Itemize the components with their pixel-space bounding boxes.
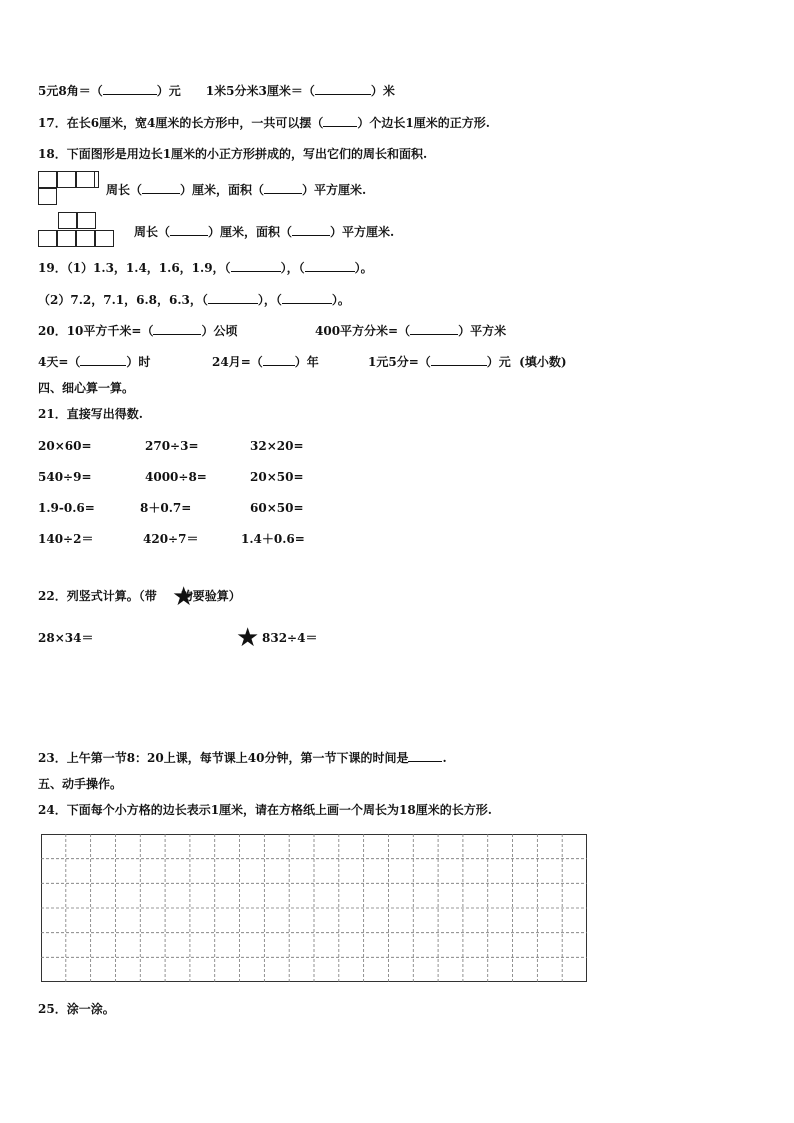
mental-math-item: 60×50= xyxy=(250,501,304,515)
square-shape-1 xyxy=(38,171,98,209)
mental-math-item: 20×60= xyxy=(38,439,92,453)
question-25: 25．涂一涂。 xyxy=(38,1002,115,1016)
answer-blank[interactable] xyxy=(292,224,330,236)
question-24: 24．下面每个小方格的边长表示1厘米，请在方格纸上画一个周长为18厘米的长方形. xyxy=(38,803,492,817)
answer-blank[interactable] xyxy=(103,83,157,95)
answer-blank[interactable] xyxy=(80,354,126,366)
answer-blank[interactable] xyxy=(231,260,281,272)
mental-math-item: 4000÷8= xyxy=(145,470,207,484)
answer-blank[interactable] xyxy=(323,115,357,127)
answer-blank[interactable] xyxy=(142,182,180,194)
grid-paper[interactable] xyxy=(41,834,587,982)
answer-blank[interactable] xyxy=(408,750,442,762)
question-20a-left: 20．10平方千米=（ ）公顷 xyxy=(38,324,238,338)
answer-blank[interactable] xyxy=(208,292,258,304)
mental-math-item: 1.9-0.6= xyxy=(38,501,95,515)
answer-blank[interactable] xyxy=(170,224,208,236)
section-4-heading: 四、细心算一算。 xyxy=(38,381,135,395)
question-23: 23．上午第一节8：20上课，每节课上40分钟，第一节下课的时间是 . xyxy=(38,751,447,765)
answer-blank[interactable] xyxy=(315,83,371,95)
question-20b-yuan: 1元5分=（ ）元 (填小数) xyxy=(368,355,567,369)
mental-math-item: 270÷3= xyxy=(145,439,199,453)
answer-blank[interactable] xyxy=(305,260,355,272)
mental-math-item: 140÷2＝ xyxy=(38,532,94,546)
question-19-part1: 19．（1）1.3，1.4，1.6，1.9，（ ），（ ）。 xyxy=(38,261,373,275)
answer-blank[interactable] xyxy=(263,354,295,366)
mental-math-item: 1.4＋0.6= xyxy=(241,532,305,546)
square-shape-2 xyxy=(38,212,118,250)
answer-blank[interactable] xyxy=(282,292,332,304)
question-19-part2: （2）7.2，7.1，6.8，6.3，（ ），（ ）。 xyxy=(38,293,350,307)
question-20b-days: 4天=（ ）时 xyxy=(38,355,151,369)
answer-blank[interactable] xyxy=(264,182,302,194)
answer-blank[interactable] xyxy=(410,323,458,335)
question-18-row2: 周长（ ）厘米，面积（ ）平方厘米. xyxy=(134,225,395,239)
mental-math-item: 32×20= xyxy=(250,439,304,453)
answer-blank[interactable] xyxy=(431,354,487,366)
question-18: 18．下面图形是用边长1厘米的小正方形拼成的，写出它们的周长和面积. xyxy=(38,147,428,161)
mental-math-item: 420÷7＝ xyxy=(143,532,199,546)
question-18-row1: 周长（ ）厘米，面积（ ）平方厘米. xyxy=(106,183,367,197)
mental-math-item: 20×50= xyxy=(250,470,304,484)
question-21: 21．直接写出得数. xyxy=(38,407,143,421)
star-icon: ★ xyxy=(236,623,260,653)
grid-lines xyxy=(41,834,587,982)
conversion-line-prev: 5元8角＝（ ）元 1米5分米3厘米＝（ ）米 xyxy=(38,84,395,98)
question-20b-months: 24月=（ ）年 xyxy=(212,355,319,369)
mental-math-item: 8＋0.7= xyxy=(140,501,192,515)
vertical-calc-a: 28×34＝ xyxy=(38,631,94,645)
question-17: 17．在长6厘米，宽4厘米的长方形中，一共可以摆（ ）个边长1厘米的正方形. xyxy=(38,116,490,130)
section-5-heading: 五、动手操作。 xyxy=(38,777,123,791)
star-icon: ★ xyxy=(172,582,196,612)
vertical-calc-b: 832÷4＝ xyxy=(262,631,318,645)
question-20a-right: 400平方分米=（ ）平方米 xyxy=(315,324,507,338)
question-22: 22．列竖式计算。（带 的要验算） xyxy=(38,589,241,603)
answer-blank[interactable] xyxy=(153,323,201,335)
mental-math-item: 540÷9= xyxy=(38,470,92,484)
